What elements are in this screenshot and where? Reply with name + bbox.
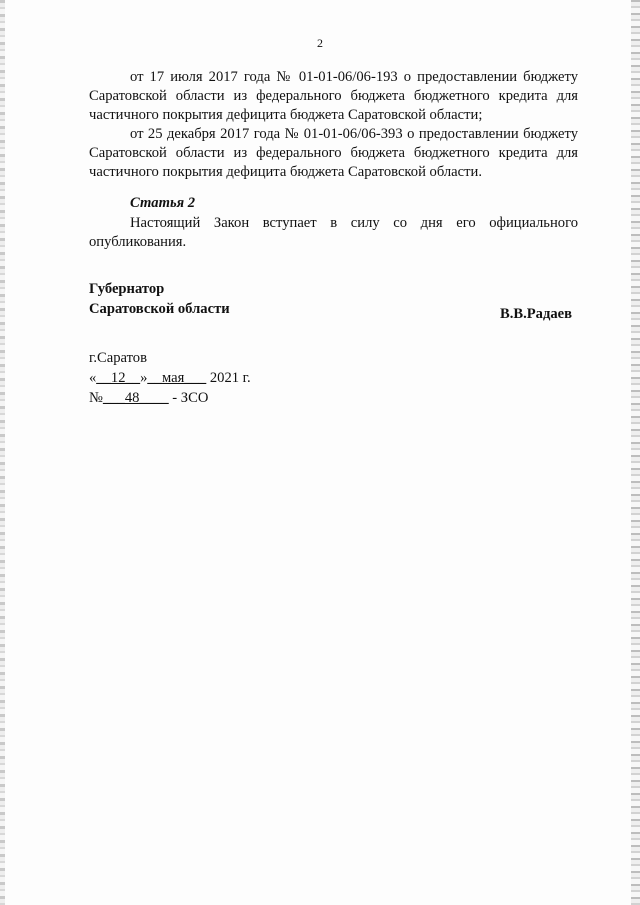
article-2-title: Статья 2 — [130, 195, 196, 211]
article-2-text: Настоящий Закон вступает в силу со дня его официального опубликования. — [89, 215, 578, 250]
scan-edge-left — [0, 0, 5, 905]
signer-name: В.В.Радаев — [500, 306, 573, 322]
issue-date — [89, 368, 251, 388]
signer-position — [89, 279, 230, 319]
date-month: __мая___ — [147, 370, 207, 386]
article-2-body — [89, 214, 578, 252]
law-reference-1: от 17 июля 2017 года № 01-01-06/06-193 о предоставлении бюджету Саратовской области из федерального бюджета бюджетного кредита для частичного покрытия дефицита бюджета Саратовской области; — [89, 69, 578, 123]
date-quote-close: » — [140, 370, 148, 386]
number-prefix: № — [89, 390, 103, 406]
issue-place: г.Саратов — [89, 350, 147, 366]
issue-details — [89, 348, 251, 408]
date-day: __12__ — [96, 370, 141, 386]
law-reference-2: от 25 декабря 2017 года № 01-01-06/06-393 о предоставлении бюджету Саратовской области из федерального бюджета бюджетного кредита для частичного покрытия дефицита бюджета Саратовской области. — [89, 126, 578, 180]
page-number: 2 — [317, 36, 323, 50]
date-quote-open: « — [89, 370, 97, 386]
number-suffix: - ЗСО — [172, 390, 209, 406]
signer-position-line-1: Губернатор — [89, 281, 165, 297]
issue-number — [89, 388, 251, 408]
signer-position-line-2: Саратовской области — [89, 301, 230, 317]
number-value: ___48____ — [102, 390, 169, 406]
continuation-list — [89, 68, 578, 182]
date-year: 2021 г. — [209, 370, 251, 386]
scan-edge-right — [631, 0, 640, 905]
